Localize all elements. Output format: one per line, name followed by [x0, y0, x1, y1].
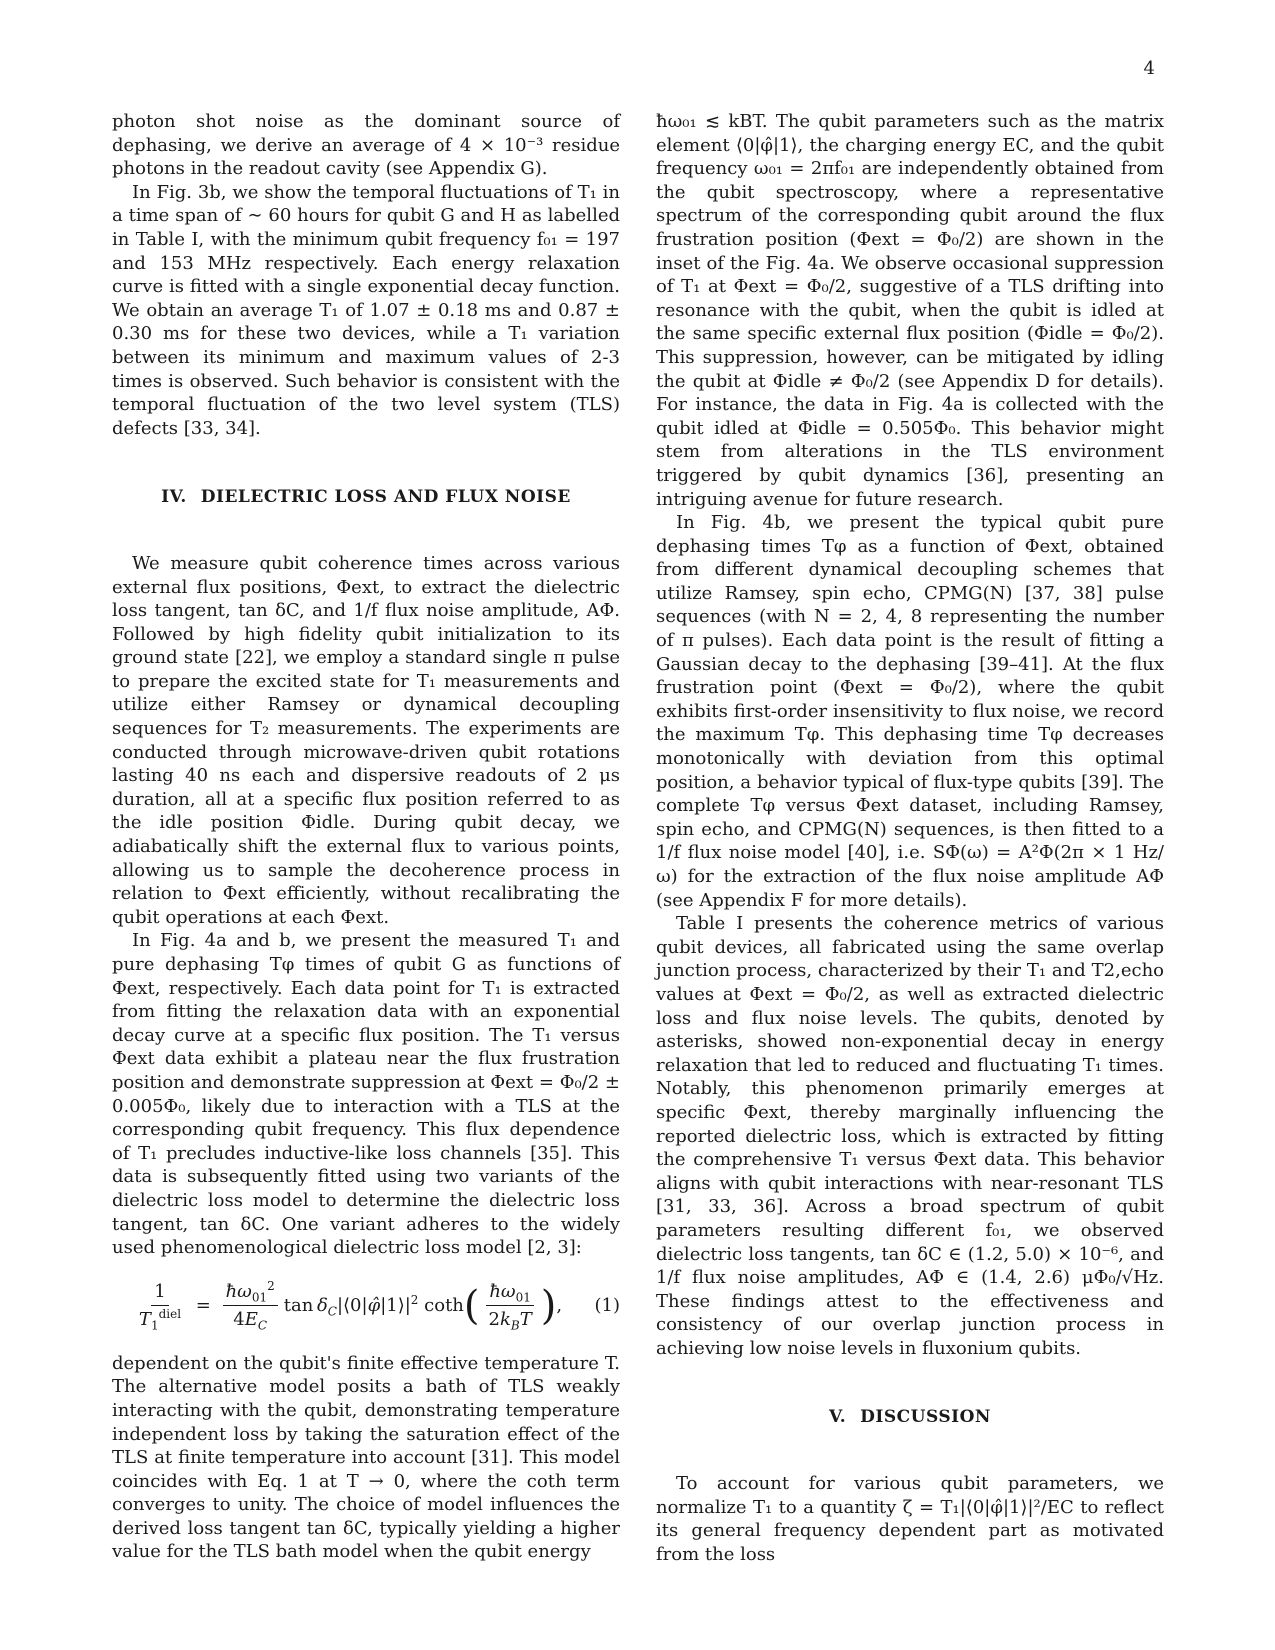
equation-1 [112, 1274, 620, 1338]
section-heading-v-text: DISCUSSION [860, 1407, 991, 1428]
eq-coth-fraction: $\frac{ħ\omega_{01}}{2k_BT}$ [486, 1280, 535, 1332]
eq-rhs-fraction: $\frac{ħ\omega_{01}^2}{4E_C}$ [223, 1280, 278, 1332]
section-heading-v [656, 1406, 1164, 1430]
equation-1-body: $\frac{1}{T_1^{diel}}$ = $\frac{ħ\omega_{01}^2}{4E_C}$ $\tan \delta_C|⟨0|\varphî|1⟩|^2$ coth ( $\frac{ħ\omega_{01}}{2k_BT}$ ) , [112, 1280, 580, 1332]
left-paragraph-2: In Fig. 3b, we show the temporal fluctuations of T₁ in a time span of ∼ 60 hours for qubit G and H as labelled in Table I, with the minimum qubit frequency f₀₁ = 197 and 153 MHz respectively. Each energy relaxation curve is fitted with a single exponential decay function. We obtain an average T₁ of 1.07 ± 0.18 ms and 0.87 ± 0.30 ms for these two devices, while a T₁ variation between its minimum and maximum values of 2-3 times is observed. Such behavior is consistent with the temporal fluctuation of the two level system (TLS) defects [33, 34]. [112, 181, 620, 439]
page-number: 4 [1143, 58, 1155, 79]
right-paragraph-3: Table I presents the coherence metrics of various qubit devices, all fabricated using the same overlap junction process, characterized by their T₁ and T2,echo values at Φext = Φ₀/2, as well as extracted dielectric loss and flux noise levels. The qubits, denoted by asterisks, showed non-exponential decay in energy relaxation that led to reduced and fluctuating T₁ times. Notably, this phenomenon primarily emerges at specific Φext, thereby marginally influencing the reported dielectric loss, which is extracted by fitting the comprehensive T₁ versus Φext data. This behavior aligns with qubit interactions with near-resonant TLS [31, 33, 36]. Across a broad spectrum of qubit parameters resulting different f₀₁, we observed dielectric loss tangents, tan δC ∈ (1.2, 5.0) × 10⁻⁶, and 1/f flux noise amplitudes, AΦ ∈ (1.4, 2.6) μΦ₀/√Hz. These findings attest to the effectiveness and consistency of our overlap junction process in achieving low noise levels in fluxonium qubits. [656, 913, 1164, 1359]
left-paragraph-3: We measure qubit coherence times across various external flux positions, Φext, to extract the dielectric loss tangent, tan δC, and 1/f flux noise amplitude, AΦ. Followed by high fidelity qubit initialization to its ground state [22], we employ a standard single π pulse to prepare the excited state for T₁ measurements and utilize either Ramsey or dynamical decoupling sequences for T₂ measurements. The experiments are conducted through microwave-driven qubit rotations lasting 40 ns each and dispersive readouts of 2 μs duration, all at a specific flux position referred to as the idle position Φidle. During qubit decay, we adiabatically shift the external flux to various points, allowing us to sample the decoherence process in relation to Φext efficiently, without recalibrating the qubit operations at each Φext. [112, 552, 620, 928]
equation-1-number: (1) [594, 1294, 620, 1316]
right-column [656, 110, 1164, 1566]
left-paragraph-4: In Fig. 4a and b, we present the measured T₁ and pure dephasing Tφ times of qubit G as functions of Φext, respectively. Each data point for T₁ is extracted from fitting the relaxation data with an exponential decay curve at a specific flux position. The T₁ versus Φext data exhibit a plateau near the flux frustration position and demonstrate suppression at Φext = Φ₀/2 ± 0.005Φ₀, likely due to interaction with a TLS at the corresponding qubit frequency. This flux dependence of T₁ precludes inductive-like loss channels [35]. This data is subsequently fitted using two variants of the dielectric loss model to determine the dielectric loss tangent, tan δC. One variant adheres to the widely used phenomenological dielectric loss model [2, 3]: [112, 930, 620, 1259]
eq-lhs-fraction: $\frac{1}{T_1^{diel}}$ [138, 1280, 182, 1333]
right-paragraph-2: In Fig. 4b, we present the typical qubit pure dephasing times Tφ as a function of Φext, obtained from different dynamical decoupling schemes that utilize Ramsey, spin echo, CPMG(N) [37, 38] pulse sequences (with N = 2, 4, 8 representing the number of π pulses). Each data point is the result of fitting a Gaussian decay to the dephasing [39–41]. At the flux frustration point (Φext = Φ₀/2), where the qubit exhibits first-order insensitivity to flux noise, we record the maximum Tφ. This dephasing time Tφ decreases monotonically with deviation from this optimal position, a behavior typical of flux-type qubits [39]. The complete Tφ versus Φext dataset, including Ramsey, spin echo, and CPMG(N) sequences, is then fitted to a 1/f flux noise model [40], i.e. SΦ(ω) = A²Φ(2π × 1 Hz/ω) for the extraction of the flux noise amplitude AΦ (see Appendix F for more details). [656, 512, 1164, 911]
left-paragraph-5: dependent on the qubit's finite effective temperature T. The alternative model posits a bath of TLS weakly interacting with the qubit, demonstrating temperature independent loss by taking the saturation effect of the TLS at finite temperature into account [31]. This model coincides with Eq. 1 at T → 0, where the coth term converges to unity. The choice of model influences the derived loss tangent tan δC, typically yielding a higher value for the TLS bath model when the qubit energy [112, 1352, 620, 1563]
right-paragraph-4: To account for various qubit parameters, we normalize T₁ to a quantity ζ = T₁|⟨0|φ̂|1⟩|²/EC to reflect its general frequency dependent part as motivated from the loss [656, 1473, 1164, 1565]
section-heading-iv-text: DIELECTRIC LOSS AND FLUX NOISE [200, 487, 571, 508]
left-column [112, 110, 620, 1564]
section-heading-iv-number: IV. [161, 487, 187, 508]
left-paragraph-1: photon shot noise as the dominant source of dephasing, we derive an average of 4 × 10⁻³ residue photons in the readout cavity (see Appendix G). [112, 111, 620, 180]
section-heading-iv [112, 486, 620, 510]
right-paragraph-1: ħω₀₁ ≲ kBT. The qubit parameters such as the matrix element ⟨0|φ̂|1⟩, the charging energy EC, and the qubit frequency ω₀₁ = 2πf₀₁ are independently obtained from the qubit spectroscopy, where a representative spectrum of the corresponding qubit around the flux frustration position (Φext = Φ₀/2) are shown in the inset of the Fig. 4a. We observe occasional suppression of T₁ at Φext = Φ₀/2, suggestive of a TLS drifting into resonance with the qubit, when the qubit is idled at the same specific external flux position (Φidle = Φ₀/2). This suppression, however, can be mitigated by idling the qubit at Φidle ≠ Φ₀/2 (see Appendix D for details). For instance, the data in Fig. 4a is collected with the qubit idled at Φidle = 0.505Φ₀. This behavior might stem from alterations in the TLS environment triggered by qubit dynamics [36], presenting an intriguing avenue for future research. [656, 111, 1164, 510]
section-heading-v-number: V. [829, 1407, 847, 1428]
